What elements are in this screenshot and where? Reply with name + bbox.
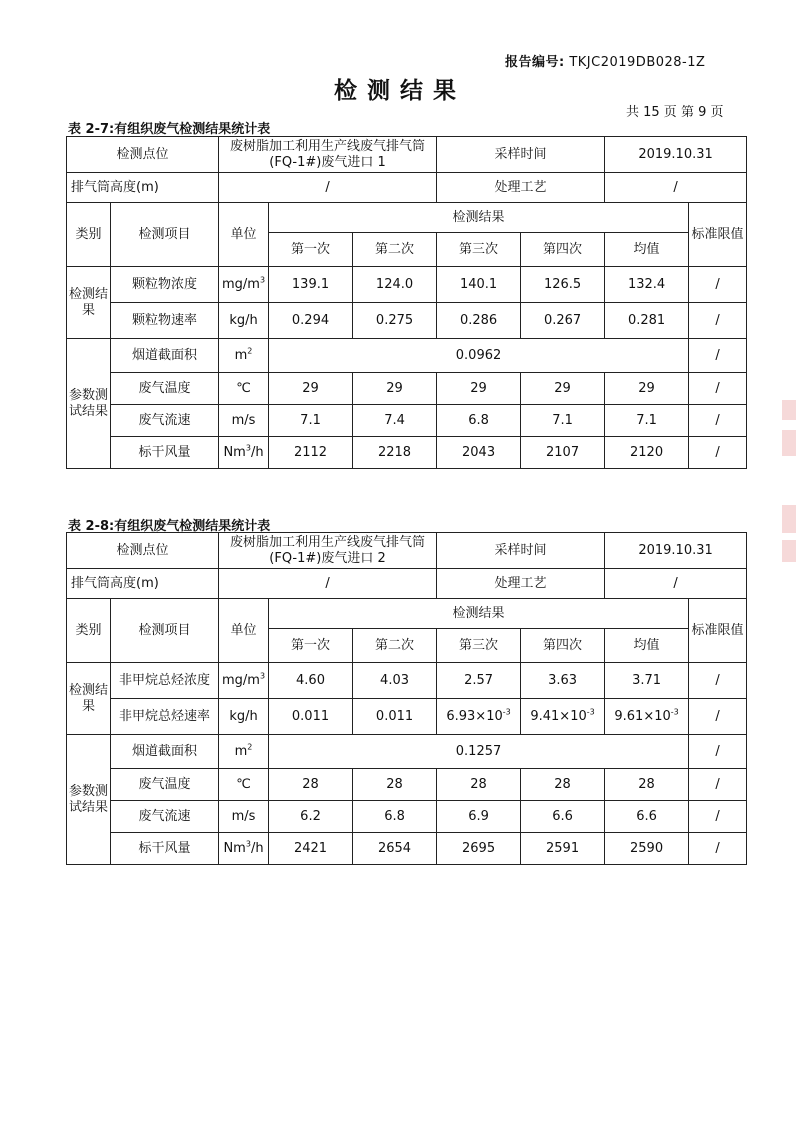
seal-edge-mark xyxy=(782,540,796,562)
run-header xyxy=(605,629,689,663)
item-cell-text: 标干风量 xyxy=(138,444,191,460)
value-cell xyxy=(605,267,689,303)
value-cell xyxy=(437,303,521,339)
value-cell-text: 28 xyxy=(302,776,319,792)
standard-header xyxy=(689,203,747,267)
time-label-text: 采样时间 xyxy=(494,542,547,558)
item-header xyxy=(111,203,219,267)
value-cell xyxy=(605,833,689,865)
run-header-text: 第四次 xyxy=(543,241,583,257)
point-label xyxy=(67,533,219,569)
unit-cell-suffix: /h xyxy=(250,840,264,856)
value-cell xyxy=(269,663,353,699)
value-cell-text: 9.41×10 xyxy=(530,708,587,724)
group-label xyxy=(67,267,111,339)
value-cell-text: 4.03 xyxy=(380,672,409,688)
unit-cell xyxy=(219,405,269,437)
run-header xyxy=(353,629,437,663)
value-cell-text: 2120 xyxy=(630,444,664,460)
standard-cell xyxy=(689,663,747,699)
value-cell xyxy=(521,801,605,833)
value-cell-text: 2590 xyxy=(630,840,664,856)
group-label-text: 参数测试结果 xyxy=(69,783,109,815)
info-row xyxy=(67,137,747,173)
standard-cell xyxy=(689,833,747,865)
run-header-text: 均值 xyxy=(633,637,660,653)
unit-cell xyxy=(219,663,269,699)
data-row xyxy=(67,267,747,303)
result-header xyxy=(269,203,689,233)
value-cell xyxy=(437,405,521,437)
unit-cell-text: m/s xyxy=(231,412,256,428)
value-cell-text: 139.1 xyxy=(291,276,330,292)
value-cell xyxy=(605,405,689,437)
unit-cell-text: ℃ xyxy=(236,776,251,792)
value-cell-text: 6.6 xyxy=(636,808,657,824)
item-cell xyxy=(111,801,219,833)
item-cell xyxy=(111,735,219,769)
value-cell-text: 124.0 xyxy=(375,276,414,292)
item-cell xyxy=(111,663,219,699)
data-row xyxy=(67,769,747,801)
item-header-text: 检测项目 xyxy=(138,622,191,638)
page-info: 共 15 页 第 9 页 xyxy=(626,105,724,120)
process-value-text: / xyxy=(673,179,678,195)
value-cell-exponent: -3 xyxy=(586,707,595,717)
unit-cell xyxy=(219,267,269,303)
unit-cell-text: m xyxy=(234,743,248,759)
value-cell xyxy=(269,699,353,735)
unit-cell-text: mg/m xyxy=(221,672,260,688)
standard-cell xyxy=(689,801,747,833)
unit-cell-text: m/s xyxy=(231,808,256,824)
category-header xyxy=(67,203,111,267)
value-cell-text: 2591 xyxy=(546,840,580,856)
value-cell-text: 28 xyxy=(638,776,655,792)
unit-cell xyxy=(219,373,269,405)
value-cell-text: 0.281 xyxy=(627,312,666,328)
standard-cell xyxy=(689,769,747,801)
value-cell xyxy=(269,437,353,469)
unit-cell xyxy=(219,769,269,801)
standard-cell xyxy=(689,405,747,437)
height-label-text: 排气筒高度(m) xyxy=(71,575,159,591)
value-cell xyxy=(605,373,689,405)
item-cell-text: 废气流速 xyxy=(138,412,191,428)
standard-cell-text: / xyxy=(715,672,720,688)
value-cell xyxy=(269,769,353,801)
value-cell xyxy=(269,735,689,769)
value-cell xyxy=(353,303,437,339)
value-cell xyxy=(437,663,521,699)
value-cell-text: 7.1 xyxy=(636,412,657,428)
item-cell-text: 废气温度 xyxy=(138,380,191,396)
value-cell-text: 2695 xyxy=(462,840,496,856)
standard-cell-text: / xyxy=(715,312,720,328)
run-header xyxy=(521,629,605,663)
standard-cell-text: / xyxy=(715,347,720,363)
value-cell xyxy=(437,801,521,833)
value-cell-text: 29 xyxy=(554,380,571,396)
run-header-text: 第一次 xyxy=(291,241,331,257)
run-header-text: 均值 xyxy=(633,241,660,257)
value-cell xyxy=(521,699,605,735)
item-cell-text: 废气流速 xyxy=(138,808,191,824)
value-cell xyxy=(353,769,437,801)
time-value xyxy=(605,533,747,569)
value-cell-text: 4.60 xyxy=(296,672,325,688)
item-cell xyxy=(111,339,219,373)
time-label xyxy=(437,533,605,569)
process-value xyxy=(605,569,747,599)
info-row xyxy=(67,569,747,599)
value-cell xyxy=(605,663,689,699)
info-row xyxy=(67,533,747,569)
value-cell-text: 0.286 xyxy=(459,312,498,328)
unit-cell xyxy=(219,801,269,833)
result-header-text: 检测结果 xyxy=(452,605,505,621)
value-cell-text: 28 xyxy=(386,776,403,792)
unit-cell-text: kg/h xyxy=(229,708,258,724)
value-cell-text: 0.0962 xyxy=(455,347,502,363)
run-header-text: 第一次 xyxy=(291,637,331,653)
data-row xyxy=(67,303,747,339)
value-cell xyxy=(605,699,689,735)
run-header xyxy=(269,629,353,663)
value-cell xyxy=(521,769,605,801)
standard-cell xyxy=(689,437,747,469)
value-cell xyxy=(521,663,605,699)
value-cell-text: 0.294 xyxy=(291,312,330,328)
value-cell-text: 6.2 xyxy=(300,808,321,824)
value-cell xyxy=(269,339,689,373)
report-number-value: TKJC2019DB028-1Z xyxy=(569,55,706,70)
item-cell xyxy=(111,437,219,469)
category-header-text: 类别 xyxy=(75,622,102,638)
point-label-text: 检测点位 xyxy=(116,542,169,558)
value-cell xyxy=(353,437,437,469)
run-header-text: 第三次 xyxy=(459,637,499,653)
category-header xyxy=(67,599,111,663)
standard-cell-text: / xyxy=(715,444,720,460)
unit-header xyxy=(219,203,269,267)
item-cell xyxy=(111,405,219,437)
value-cell xyxy=(521,267,605,303)
item-header-text: 检测项目 xyxy=(138,226,191,242)
item-cell-text: 烟道截面积 xyxy=(132,743,198,759)
standard-cell xyxy=(689,267,747,303)
point-value-text: 废树脂加工利用生产线废气排气筒(FQ-1#)废气进口 1 xyxy=(230,138,426,170)
run-header-text: 第二次 xyxy=(375,241,415,257)
unit-cell-exponent: 2 xyxy=(247,346,253,356)
value-cell-text: 2654 xyxy=(377,840,412,856)
value-cell-text: 6.8 xyxy=(384,808,405,824)
process-value-text: / xyxy=(673,575,678,591)
value-cell-exponent: -3 xyxy=(502,707,511,717)
item-header xyxy=(111,599,219,663)
value-cell-text: 0.267 xyxy=(543,312,582,328)
value-cell xyxy=(521,833,605,865)
info-row xyxy=(67,173,747,203)
value-cell-text: 28 xyxy=(470,776,487,792)
value-cell xyxy=(437,833,521,865)
unit-cell xyxy=(219,437,269,469)
height-value xyxy=(219,569,437,599)
group-label-text: 参数测试结果 xyxy=(69,387,109,419)
value-cell xyxy=(353,801,437,833)
run-header xyxy=(521,233,605,267)
standard-cell-text: / xyxy=(715,380,720,396)
result-table xyxy=(66,136,747,469)
data-row xyxy=(67,405,747,437)
item-cell xyxy=(111,373,219,405)
value-cell xyxy=(437,769,521,801)
process-label-text: 处理工艺 xyxy=(494,179,547,195)
value-cell xyxy=(521,303,605,339)
item-cell-text: 非甲烷总烃浓度 xyxy=(119,672,211,688)
value-cell-text: 6.93×10 xyxy=(446,708,503,724)
value-cell xyxy=(353,663,437,699)
value-cell-text: 0.011 xyxy=(291,708,330,724)
item-cell xyxy=(111,833,219,865)
value-cell-text: 0.011 xyxy=(375,708,414,724)
value-cell-text: 6.9 xyxy=(468,808,489,824)
run-header xyxy=(269,233,353,267)
unit-cell xyxy=(219,699,269,735)
seal-edge-mark xyxy=(782,400,796,420)
standard-cell xyxy=(689,735,747,769)
run-header xyxy=(437,233,521,267)
value-cell-text: 140.1 xyxy=(459,276,498,292)
group-label xyxy=(67,339,111,469)
item-cell xyxy=(111,267,219,303)
standard-cell-text: / xyxy=(715,776,720,792)
standard-header xyxy=(689,599,747,663)
height-label xyxy=(67,569,219,599)
value-cell-text: 126.5 xyxy=(543,276,582,292)
value-cell-text: 29 xyxy=(302,380,319,396)
standard-cell xyxy=(689,373,747,405)
height-value-text: / xyxy=(325,179,330,195)
value-cell-text: 0.275 xyxy=(375,312,414,328)
run-header-text: 第二次 xyxy=(375,637,415,653)
value-cell-text: 9.61×10 xyxy=(614,708,671,724)
point-value xyxy=(219,137,437,173)
standard-header-text: 标准限值 xyxy=(691,226,744,242)
value-cell xyxy=(269,833,353,865)
unit-cell-text: ℃ xyxy=(236,380,251,396)
unit-cell-exponent: 2 xyxy=(247,742,253,752)
group-label-text: 检测结果 xyxy=(69,682,109,714)
data-row xyxy=(67,833,747,865)
value-cell-text: 2.57 xyxy=(464,672,494,688)
value-cell xyxy=(437,699,521,735)
point-label xyxy=(67,137,219,173)
value-cell-text: 0.1257 xyxy=(455,743,502,759)
value-cell xyxy=(437,437,521,469)
item-cell-text: 颗粒物浓度 xyxy=(132,276,198,292)
item-cell xyxy=(111,769,219,801)
time-value-text: 2019.10.31 xyxy=(638,542,713,558)
unit-header xyxy=(219,599,269,663)
result-header xyxy=(269,599,689,629)
value-cell-text: 6.8 xyxy=(468,412,489,428)
unit-cell xyxy=(219,303,269,339)
value-cell-text: 29 xyxy=(638,380,655,396)
process-label-text: 处理工艺 xyxy=(494,575,547,591)
unit-header-text: 单位 xyxy=(230,226,257,242)
unit-cell-text: kg/h xyxy=(229,312,258,328)
value-cell xyxy=(521,405,605,437)
standard-cell xyxy=(689,699,747,735)
group-label xyxy=(67,663,111,735)
item-cell-text: 颗粒物速率 xyxy=(132,312,198,328)
time-value xyxy=(605,137,747,173)
report-number xyxy=(505,51,705,70)
unit-cell-exponent: 3 xyxy=(259,275,266,285)
standard-cell xyxy=(689,339,747,373)
value-cell xyxy=(437,267,521,303)
unit-cell-text: mg/m xyxy=(221,276,260,292)
process-value xyxy=(605,173,747,203)
run-header xyxy=(353,233,437,267)
point-label-text: 检测点位 xyxy=(116,146,169,162)
item-cell xyxy=(111,699,219,735)
value-cell-text: 2421 xyxy=(293,840,328,856)
standard-cell xyxy=(689,303,747,339)
report-number-label: 报告编号: xyxy=(505,55,565,70)
unit-cell xyxy=(219,735,269,769)
value-cell xyxy=(353,373,437,405)
unit-cell-text: Nm xyxy=(223,444,246,460)
value-cell-text: 29 xyxy=(386,380,403,396)
group-label-text: 检测结果 xyxy=(69,286,109,318)
item-cell-text: 标干风量 xyxy=(138,840,191,856)
unit-cell-exponent: 3 xyxy=(245,443,251,453)
value-cell-text: 7.1 xyxy=(552,412,573,428)
data-row xyxy=(67,339,747,373)
value-cell xyxy=(269,267,353,303)
value-cell xyxy=(353,405,437,437)
seal-edge-mark xyxy=(782,430,796,456)
value-cell xyxy=(353,267,437,303)
standard-cell-text: / xyxy=(715,412,720,428)
unit-cell-exponent: 3 xyxy=(259,671,266,681)
height-value-text: / xyxy=(325,575,330,591)
value-cell-text: 2218 xyxy=(377,444,412,460)
standard-cell-text: / xyxy=(715,743,720,759)
point-value-text: 废树脂加工利用生产线废气排气筒(FQ-1#)废气进口 2 xyxy=(230,534,426,566)
unit-cell-text: Nm xyxy=(223,840,246,856)
value-cell xyxy=(521,373,605,405)
run-header-text: 第四次 xyxy=(543,637,583,653)
process-label xyxy=(437,569,605,599)
process-label xyxy=(437,173,605,203)
value-cell-text: 29 xyxy=(470,380,487,396)
value-cell-text: 2112 xyxy=(293,444,328,460)
value-cell-text: 2107 xyxy=(546,444,580,460)
item-cell-text: 非甲烷总烃速率 xyxy=(119,708,211,724)
unit-cell-text: m xyxy=(234,347,248,363)
result-header-text: 检测结果 xyxy=(452,209,505,225)
value-cell xyxy=(521,437,605,469)
value-cell xyxy=(269,801,353,833)
table-caption: 表 2-7:有组织废气检测结果统计表 xyxy=(68,122,271,137)
point-value xyxy=(219,533,437,569)
value-cell xyxy=(269,405,353,437)
page-title: 检测结果 xyxy=(334,78,466,104)
data-row xyxy=(67,373,747,405)
value-cell xyxy=(269,373,353,405)
data-row xyxy=(67,663,747,699)
time-label xyxy=(437,137,605,173)
standard-cell-text: / xyxy=(715,808,720,824)
value-cell xyxy=(605,437,689,469)
value-cell-exponent: -3 xyxy=(670,707,679,717)
standard-header-text: 标准限值 xyxy=(691,622,744,638)
item-cell xyxy=(111,303,219,339)
value-cell-text: 3.63 xyxy=(548,672,578,688)
value-cell-text: 7.1 xyxy=(300,412,321,428)
value-cell xyxy=(353,699,437,735)
time-value-text: 2019.10.31 xyxy=(638,146,713,162)
unit-cell xyxy=(219,339,269,373)
data-row xyxy=(67,699,747,735)
unit-cell xyxy=(219,833,269,865)
group-label xyxy=(67,735,111,865)
value-cell xyxy=(269,303,353,339)
unit-cell-exponent: 3 xyxy=(245,839,251,849)
standard-cell-text: / xyxy=(715,840,720,856)
standard-cell-text: / xyxy=(715,708,720,724)
value-cell-text: 3.71 xyxy=(632,672,662,688)
table-caption: 表 2-8:有组织废气检测结果统计表 xyxy=(68,519,271,534)
height-value xyxy=(219,173,437,203)
value-cell xyxy=(605,303,689,339)
header-row xyxy=(67,599,747,629)
run-header xyxy=(437,629,521,663)
value-cell xyxy=(353,833,437,865)
value-cell xyxy=(605,769,689,801)
value-cell-text: 6.6 xyxy=(552,808,573,824)
value-cell-text: 2043 xyxy=(462,444,496,460)
unit-cell-suffix: /h xyxy=(250,444,264,460)
value-cell-text: 7.4 xyxy=(384,412,405,428)
run-header xyxy=(605,233,689,267)
run-header-text: 第三次 xyxy=(459,241,499,257)
value-cell xyxy=(437,373,521,405)
data-row xyxy=(67,735,747,769)
standard-cell-text: / xyxy=(715,276,720,292)
category-header-text: 类别 xyxy=(75,226,102,242)
item-cell-text: 废气温度 xyxy=(138,776,191,792)
result-table xyxy=(66,532,747,865)
height-label xyxy=(67,173,219,203)
unit-header-text: 单位 xyxy=(230,622,257,638)
value-cell-text: 28 xyxy=(554,776,571,792)
item-cell-text: 烟道截面积 xyxy=(132,347,198,363)
seal-edge-mark xyxy=(782,505,796,533)
data-row xyxy=(67,437,747,469)
value-cell xyxy=(605,801,689,833)
value-cell-text: 132.4 xyxy=(627,276,666,292)
data-row xyxy=(67,801,747,833)
time-label-text: 采样时间 xyxy=(494,146,547,162)
header-row xyxy=(67,203,747,233)
height-label-text: 排气筒高度(m) xyxy=(71,179,159,195)
